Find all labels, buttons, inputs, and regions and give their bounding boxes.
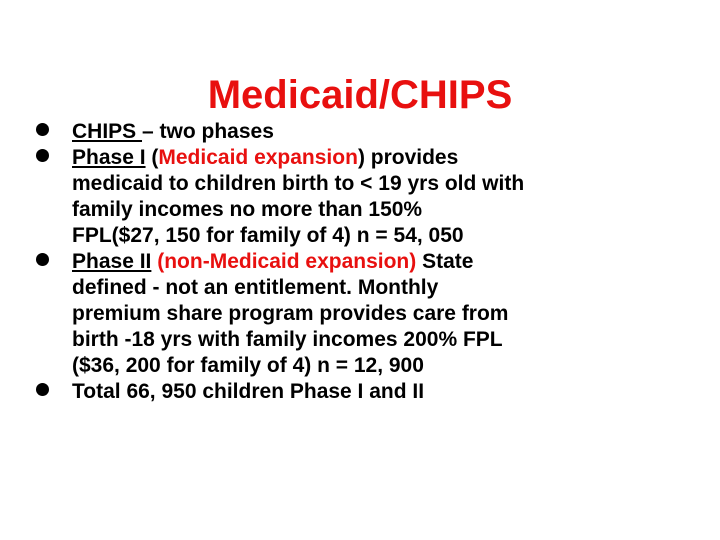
bullet-item (64, 119, 704, 145)
bullet-dot-icon (36, 149, 49, 162)
bullet-line (72, 353, 704, 379)
underlined-term: Phase II (72, 250, 152, 273)
bullet-dot-icon (36, 383, 49, 396)
bullet-line (72, 301, 704, 327)
highlight-text: (non-Medicaid expansion) (157, 250, 417, 273)
underlined-term: Phase I (72, 146, 146, 169)
bullet-list (64, 119, 704, 405)
bullet-line (72, 145, 704, 171)
bullet-text: State (416, 250, 474, 273)
bullet-text: ( (145, 146, 159, 169)
bullet-line (72, 379, 704, 405)
bullet-text: Total 66, 950 children Phase I and II (72, 380, 425, 403)
bullet-text: ) provides (357, 146, 459, 169)
bullet-text: – two phases (142, 120, 274, 143)
bullet-item (64, 145, 704, 249)
highlight-text: Medicaid expansion (158, 146, 358, 169)
bullet-text: birth -18 yrs with family incomes 200% FPL (72, 328, 503, 351)
bullet-text: ($36, 200 for family of 4) n = 12, 900 (72, 354, 424, 377)
bullet-item (64, 249, 704, 379)
slide-title: Medicaid/CHIPS (207, 72, 513, 117)
bullet-text: defined - not an entitlement. Monthly (72, 276, 439, 299)
bullet-dot-icon (36, 123, 49, 136)
bullet-line (72, 197, 704, 223)
bullet-dot-icon (36, 253, 49, 266)
bullet-line (72, 223, 704, 249)
bullet-line (72, 119, 704, 145)
bullet-line (72, 327, 704, 353)
bullet-item (64, 379, 704, 405)
bullet-text: family incomes no more than 150% (72, 198, 423, 221)
bullet-text: medicaid to children birth to < 19 yrs old with (72, 172, 525, 195)
bullet-line (72, 171, 704, 197)
bullet-line (72, 275, 704, 301)
bullet-line (72, 249, 704, 275)
underlined-term: CHIPS (72, 120, 143, 143)
bullet-text: premium share program provides care from (72, 302, 509, 325)
bullet-text: FPL($27, 150 for family of 4) n = 54, 050 (72, 224, 464, 247)
